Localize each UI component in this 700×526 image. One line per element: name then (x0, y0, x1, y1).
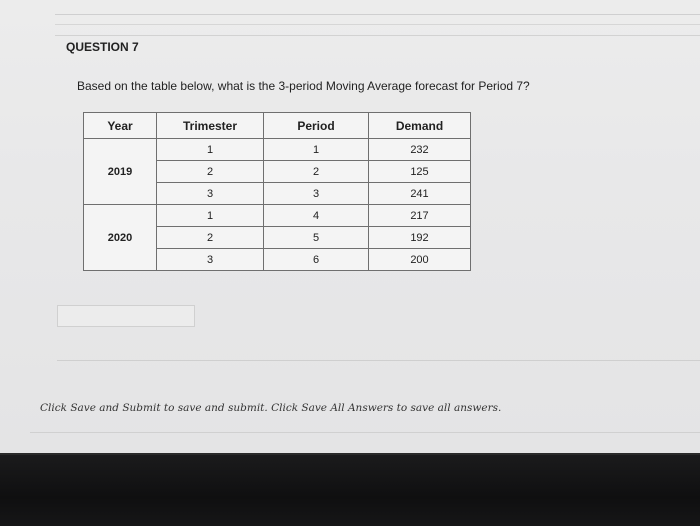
trimester-cell: 3 (157, 249, 264, 271)
divider (30, 432, 700, 433)
year-cell: 2019 (84, 139, 157, 205)
monitor-bezel (0, 455, 700, 526)
period-cell: 1 (264, 139, 369, 161)
demand-table (83, 112, 471, 271)
period-cell: 3 (264, 183, 369, 205)
trimester-cell: 2 (157, 161, 264, 183)
header-trimester: Trimester (157, 113, 264, 139)
trimester-cell: 1 (157, 205, 264, 227)
period-cell: 2 (264, 161, 369, 183)
header-year: Year (84, 113, 157, 139)
demand-cell: 241 (369, 183, 471, 205)
table-header-row (84, 113, 471, 139)
demand-cell: 192 (369, 227, 471, 249)
divider (55, 14, 700, 15)
demand-cell: 200 (369, 249, 471, 271)
period-cell: 5 (264, 227, 369, 249)
year-cell: 2020 (84, 205, 157, 271)
save-instructions: Click Save and Submit to save and submit. Click Save All Answers to save all answers. (40, 402, 502, 414)
table-row (84, 205, 471, 227)
trimester-cell: 1 (157, 139, 264, 161)
divider (55, 35, 700, 36)
question-text: Based on the table below, what is the 3-period Moving Average forecast for Period 7? (77, 79, 530, 93)
demand-cell: 125 (369, 161, 471, 183)
answer-input[interactable] (57, 305, 195, 327)
question-title: QUESTION 7 (66, 40, 139, 54)
demand-cell: 232 (369, 139, 471, 161)
divider (57, 360, 700, 361)
demand-cell: 217 (369, 205, 471, 227)
period-cell: 4 (264, 205, 369, 227)
trimester-cell: 3 (157, 183, 264, 205)
trimester-cell: 2 (157, 227, 264, 249)
header-demand: Demand (369, 113, 471, 139)
period-cell: 6 (264, 249, 369, 271)
table-row (84, 139, 471, 161)
header-period: Period (264, 113, 369, 139)
divider (55, 24, 700, 25)
